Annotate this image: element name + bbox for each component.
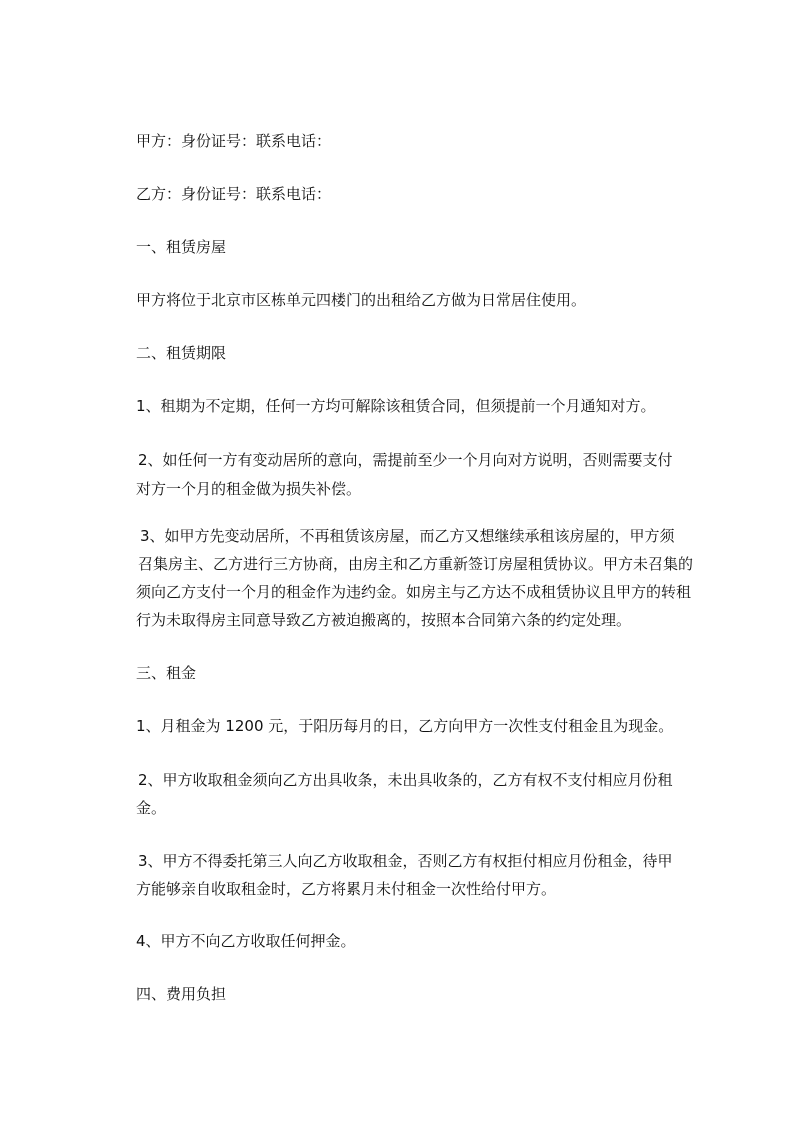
section-2-item-2-line-2: 对方一个月的租金做为损失补偿。 (136, 480, 362, 498)
section-2-item-3-line-1: 3、如甲方先变动居所，不再租赁该房屋，而乙方又想继续承租该房屋的，甲方须 (140, 527, 675, 545)
section-3-item-1: 1、月租金为 1200 元，于阳历每月的日，乙方向甲方一次性支付租金且为现金。 (136, 717, 674, 735)
section-2-item-1: 1、租期为不定期，任何一方均可解除该租赁合同，但须提前一个月通知对方。 (136, 397, 656, 415)
section-2-item-2-line-1: 2、如任何一方有变动居所的意向，需提前至少一个月向对方说明，否则需要支付 (138, 451, 673, 469)
section-2-item-3-line-3: 须向乙方支付一个月的租金作为违约金。如房主与乙方达不成租赁协议且甲方的转租 (136, 583, 692, 601)
section-3-heading: 三、租金 (136, 664, 197, 682)
section-3-item-2-line-2: 金。 (136, 799, 167, 817)
section-3-item-2-line-1: 2、甲方收取租金须向乙方出具收条，未出具收条的，乙方有权不支付相应月份租 (138, 771, 673, 789)
section-2-item-3-line-2: 召集房主、乙方进行三方协商，由房主和乙方重新签订房屋租赁协议。甲方未召集的 (138, 555, 694, 573)
section-4-heading: 四、费用负担 (136, 985, 227, 1003)
party-a-line: 甲方：身份证号：联系电话： (136, 132, 332, 150)
section-1-text: 甲方将位于北京市区栋单元四楼门的出租给乙方做为日常居住使用。 (136, 291, 587, 309)
party-b-line: 乙方：身份证号：联系电话： (136, 185, 332, 203)
section-1-heading: 一、租赁房屋 (136, 238, 227, 256)
section-3-item-3-line-1: 3、甲方不得委托第三人向乙方收取租金，否则乙方有权拒付相应月份租金，待甲 (138, 852, 673, 870)
section-3-item-4: 4、甲方不向乙方收取任何押金。 (136, 932, 356, 950)
section-3-item-3-line-2: 方能够亲自收取租金时，乙方将累月未付租金一次性给付甲方。 (136, 880, 557, 898)
section-2-item-3-line-4: 行为未取得房主同意导致乙方被迫搬离的，按照本合同第六条的约定处理。 (136, 611, 632, 629)
section-2-heading: 二、租赁期限 (136, 344, 227, 362)
